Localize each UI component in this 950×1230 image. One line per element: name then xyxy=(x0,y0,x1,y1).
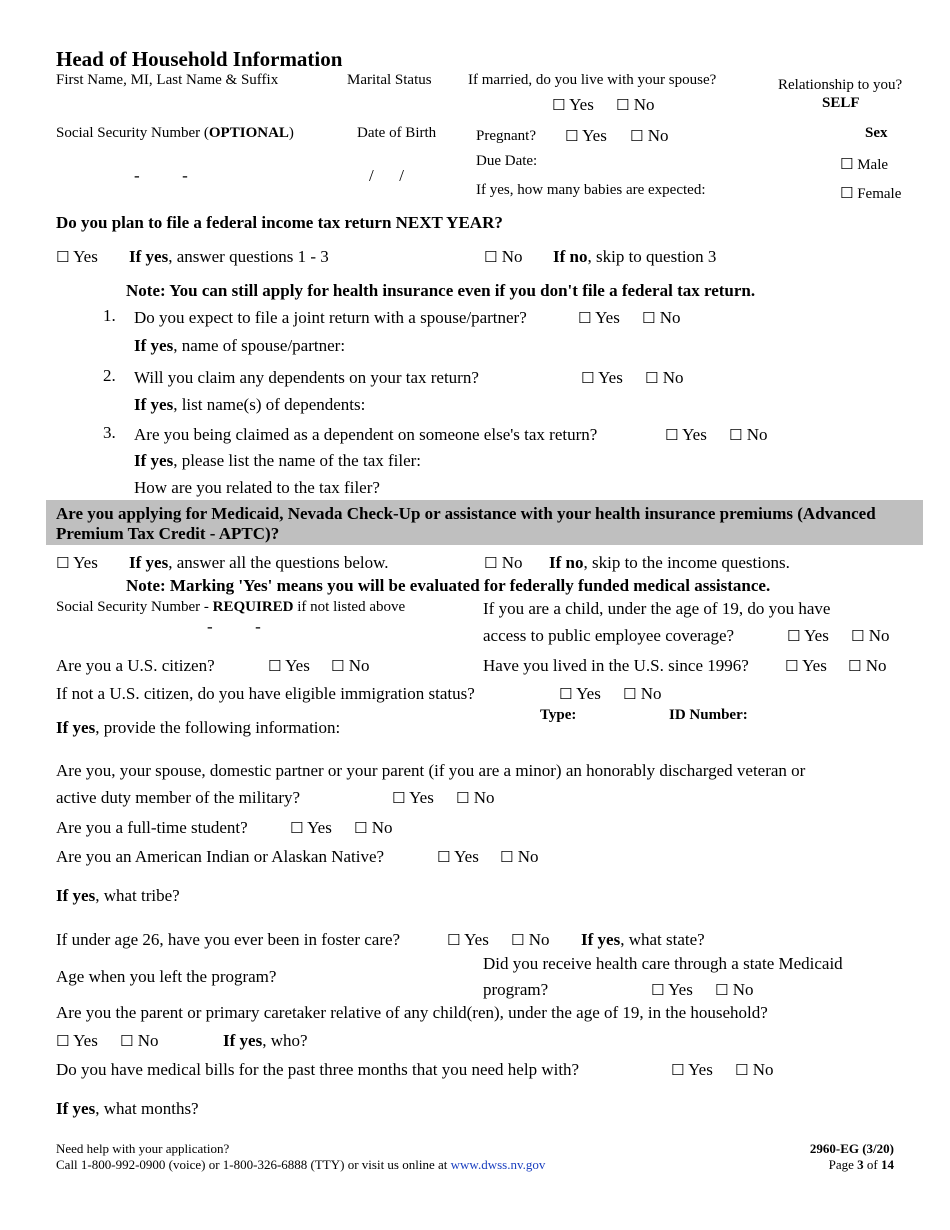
checkbox-icon: ☐ xyxy=(120,1032,134,1050)
pregnant-no[interactable]: ☐ No xyxy=(630,126,669,145)
footer-help: Need help with your application? xyxy=(56,1141,230,1156)
citizen-yes[interactable]: ☐ Yes xyxy=(268,656,310,675)
checkbox-icon: ☐ xyxy=(437,848,451,866)
checkbox-icon: ☐ xyxy=(785,657,799,675)
tax-return-heading: Do you plan to file a federal income tax return NEXT YEAR? xyxy=(56,213,503,232)
student-no[interactable]: ☐ No xyxy=(354,818,393,837)
checkbox-icon: ☐ xyxy=(56,248,70,266)
citizen-question: Are you a U.S. citizen? xyxy=(56,656,215,675)
medicaid-if-yes-instruction: If yes, answer all the questions below. xyxy=(129,553,389,572)
form-id: 2960-EG (3/20) xyxy=(809,1141,894,1156)
since-1996-question: Have you lived in the U.S. since 1996? xyxy=(483,656,749,675)
q3-followup: If yes, please list the name of the tax filer: xyxy=(134,451,422,470)
relationship-label: Relationship to you? xyxy=(778,77,903,93)
checkbox-icon: ☐ xyxy=(331,657,345,675)
id-number-label: ID Number: xyxy=(669,707,748,723)
checkbox-icon: ☐ xyxy=(552,96,566,114)
q2-followup: If yes, list name(s) of dependents: xyxy=(134,395,366,414)
footer-contact: Call 1-800-992-0900 (voice) or 1-800-326-6888 (TTY) or visit us online at www.dwss.nv.gov xyxy=(56,1157,546,1172)
medical-bills-yes[interactable]: ☐ Yes xyxy=(671,1060,713,1079)
babies-question: If yes, how many babies are expected: xyxy=(476,182,706,198)
website-link[interactable]: www.dwss.nv.gov xyxy=(450,1157,546,1172)
q1-no[interactable]: ☐ No xyxy=(642,308,681,327)
student-yes[interactable]: ☐ Yes xyxy=(290,818,332,837)
sex-male[interactable]: ☐ Male xyxy=(840,155,889,173)
checkbox-icon: ☐ xyxy=(851,627,865,645)
tax-if-yes-instruction: If yes, answer questions 1 - 3 xyxy=(129,247,329,266)
medicaid-note: Note: Marking 'Yes' means you will be evaluated for federally funded medical assistance. xyxy=(126,576,771,595)
ssn-required-field[interactable]: - - xyxy=(207,617,261,636)
checkbox-icon: ☐ xyxy=(651,981,665,999)
q1-yes[interactable]: ☐ Yes xyxy=(578,308,620,327)
checkbox-icon: ☐ xyxy=(290,819,304,837)
q3-question: Are you being claimed as a dependent on someone else's tax return? xyxy=(134,425,598,444)
checkbox-icon: ☐ xyxy=(511,931,525,949)
checkbox-icon: ☐ xyxy=(484,554,498,572)
checkbox-icon: ☐ xyxy=(616,96,630,114)
checkbox-icon: ☐ xyxy=(456,789,470,807)
sex-label: Sex xyxy=(865,125,888,141)
medical-bills-no[interactable]: ☐ No xyxy=(735,1060,774,1079)
state-medicaid-no[interactable]: ☐ No xyxy=(715,980,754,999)
pregnant-yes[interactable]: ☐ Yes xyxy=(565,126,607,145)
q1-followup: If yes, name of spouse/partner: xyxy=(134,336,346,355)
veteran-question-line2: active duty member of the military? xyxy=(56,788,301,807)
foster-yes[interactable]: ☐ Yes xyxy=(447,930,489,949)
q3-yes[interactable]: ☐ Yes xyxy=(665,425,707,444)
checkbox-icon: ☐ xyxy=(735,1061,749,1079)
marital-status-label: Marital Status xyxy=(347,72,432,88)
checkbox-icon: ☐ xyxy=(840,184,854,202)
child-coverage-question-line2: access to public employee coverage? xyxy=(483,626,735,645)
checkbox-icon: ☐ xyxy=(56,554,70,572)
checkbox-icon: ☐ xyxy=(500,848,514,866)
native-yes[interactable]: ☐ Yes xyxy=(437,847,479,866)
veteran-no[interactable]: ☐ No xyxy=(456,788,495,807)
checkbox-icon: ☐ xyxy=(578,309,592,327)
child-coverage-question-line1: If you are a child, under the age of 19, do you have xyxy=(483,599,831,618)
checkbox-icon: ☐ xyxy=(671,1061,685,1079)
student-question: Are you a full-time student? xyxy=(56,818,248,837)
medicaid-band-title: Are you applying for Medicaid, Nevada Check-Up or assistance with your health insurance premiums (Advanced Premium Tax Credit - APTC)? xyxy=(56,504,876,543)
page-number: Page 3 of 14 xyxy=(828,1157,894,1172)
checkbox-icon: ☐ xyxy=(840,155,854,173)
checkbox-icon: ☐ xyxy=(787,627,801,645)
native-question: Are you an American Indian or Alaskan Native? xyxy=(56,847,385,866)
state-medicaid-question-line1: Did you receive health care through a state Medicaid xyxy=(483,954,843,973)
caretaker-question: Are you the parent or primary caretaker relative of any child(ren), under the age of 19, in the household? xyxy=(56,1003,768,1022)
name-label: First Name, MI, Last Name & Suffix xyxy=(56,72,279,88)
live-with-spouse-no[interactable]: ☐ No xyxy=(616,95,655,114)
checkbox-icon: ☐ xyxy=(268,657,282,675)
native-no[interactable]: ☐ No xyxy=(500,847,539,866)
q3-related-question: How are you related to the tax filer? xyxy=(134,478,380,497)
tribe-question: If yes, what tribe? xyxy=(56,886,180,905)
live-with-spouse-yes[interactable]: ☐ Yes xyxy=(552,95,594,114)
due-date-label: Due Date: xyxy=(476,153,538,169)
relationship-value: SELF xyxy=(822,95,860,111)
checkbox-icon: ☐ xyxy=(565,127,579,145)
checkbox-icon: ☐ xyxy=(392,789,406,807)
checkbox-icon: ☐ xyxy=(56,1032,70,1050)
foster-no[interactable]: ☐ No xyxy=(511,930,550,949)
child-coverage-yes[interactable]: ☐ Yes xyxy=(787,626,829,645)
checkbox-icon: ☐ xyxy=(715,981,729,999)
live-with-spouse-question: If married, do you live with your spouse? xyxy=(468,72,717,88)
ssn-required-label: Social Security Number - REQUIRED if not listed above xyxy=(56,599,406,615)
sex-female[interactable]: ☐ Female xyxy=(840,184,902,202)
immigration-no[interactable]: ☐ No xyxy=(623,684,662,703)
medicaid-if-no-instruction: If no, skip to the income questions. xyxy=(549,553,790,572)
checkbox-icon: ☐ xyxy=(665,426,679,444)
immigration-yes[interactable]: ☐ Yes xyxy=(559,684,601,703)
state-medicaid-question-line2: program? xyxy=(483,980,549,999)
checkbox-icon: ☐ xyxy=(559,685,573,703)
foster-state-question: If yes, what state? xyxy=(581,930,705,949)
veteran-question-line1: Are you, your spouse, domestic partner or your parent (if you are a minor) an honorably discharged veteran or xyxy=(56,761,806,780)
checkbox-icon: ☐ xyxy=(354,819,368,837)
q2-question: Will you claim any dependents on your tax return? xyxy=(134,368,479,387)
medical-bills-question: Do you have medical bills for the past three months that you need help with? xyxy=(56,1060,580,1079)
since-1996-yes[interactable]: ☐ Yes xyxy=(785,656,827,675)
caretaker-who-question: If yes, who? xyxy=(223,1031,308,1050)
checkbox-icon: ☐ xyxy=(484,248,498,266)
foster-question: If under age 26, have you ever been in foster care? xyxy=(56,930,401,949)
checkbox-icon: ☐ xyxy=(623,685,637,703)
immigration-question: If not a U.S. citizen, do you have eligible immigration status? xyxy=(56,684,475,703)
since-1996-no[interactable]: ☐ No xyxy=(848,656,887,675)
dob-label: Date of Birth xyxy=(357,125,437,141)
q2-number: 2. xyxy=(103,366,116,385)
type-label: Type: xyxy=(540,707,577,723)
medicaid-yes[interactable]: ☐ Yes xyxy=(56,553,98,572)
page-title: Head of Household Information xyxy=(56,47,343,71)
q1-question: Do you expect to file a joint return with a spouse/partner? xyxy=(134,308,527,327)
ssn-optional-label: Social Security Number (OPTIONAL) xyxy=(56,125,294,141)
caretaker-no[interactable]: ☐ No xyxy=(120,1031,159,1050)
checkbox-icon: ☐ xyxy=(581,369,595,387)
tax-if-no-instruction: If no, skip to question 3 xyxy=(553,247,717,266)
tax-return-yes[interactable]: ☐ Yes xyxy=(56,247,98,266)
q2-no[interactable]: ☐ No xyxy=(645,368,684,387)
dob-field[interactable]: / / xyxy=(369,166,404,185)
tax-return-no[interactable]: ☐ No xyxy=(484,247,523,266)
citizen-no[interactable]: ☐ No xyxy=(331,656,370,675)
age-left-question: Age when you left the program? xyxy=(56,967,277,986)
veteran-yes[interactable]: ☐ Yes xyxy=(392,788,434,807)
checkbox-icon: ☐ xyxy=(447,931,461,949)
checkbox-icon: ☐ xyxy=(848,657,862,675)
q3-no[interactable]: ☐ No xyxy=(729,425,768,444)
medicaid-no[interactable]: ☐ No xyxy=(484,553,523,572)
tax-note: Note: You can still apply for health insurance even if you don't file a federal tax return. xyxy=(126,281,756,300)
child-coverage-no[interactable]: ☐ No xyxy=(851,626,890,645)
state-medicaid-yes[interactable]: ☐ Yes xyxy=(651,980,693,999)
q2-yes[interactable]: ☐ Yes xyxy=(581,368,623,387)
provide-info-instruction: If yes, provide the following information: xyxy=(56,718,341,737)
q3-number: 3. xyxy=(103,423,116,442)
checkbox-icon: ☐ xyxy=(642,309,656,327)
pregnant-label: Pregnant? xyxy=(476,128,536,144)
caretaker-yes[interactable]: ☐ Yes xyxy=(56,1031,98,1050)
checkbox-icon: ☐ xyxy=(729,426,743,444)
ssn-field[interactable]: - - xyxy=(134,166,188,185)
q1-number: 1. xyxy=(103,306,116,325)
months-question: If yes, what months? xyxy=(56,1099,199,1118)
checkbox-icon: ☐ xyxy=(645,369,659,387)
checkbox-icon: ☐ xyxy=(630,127,644,145)
